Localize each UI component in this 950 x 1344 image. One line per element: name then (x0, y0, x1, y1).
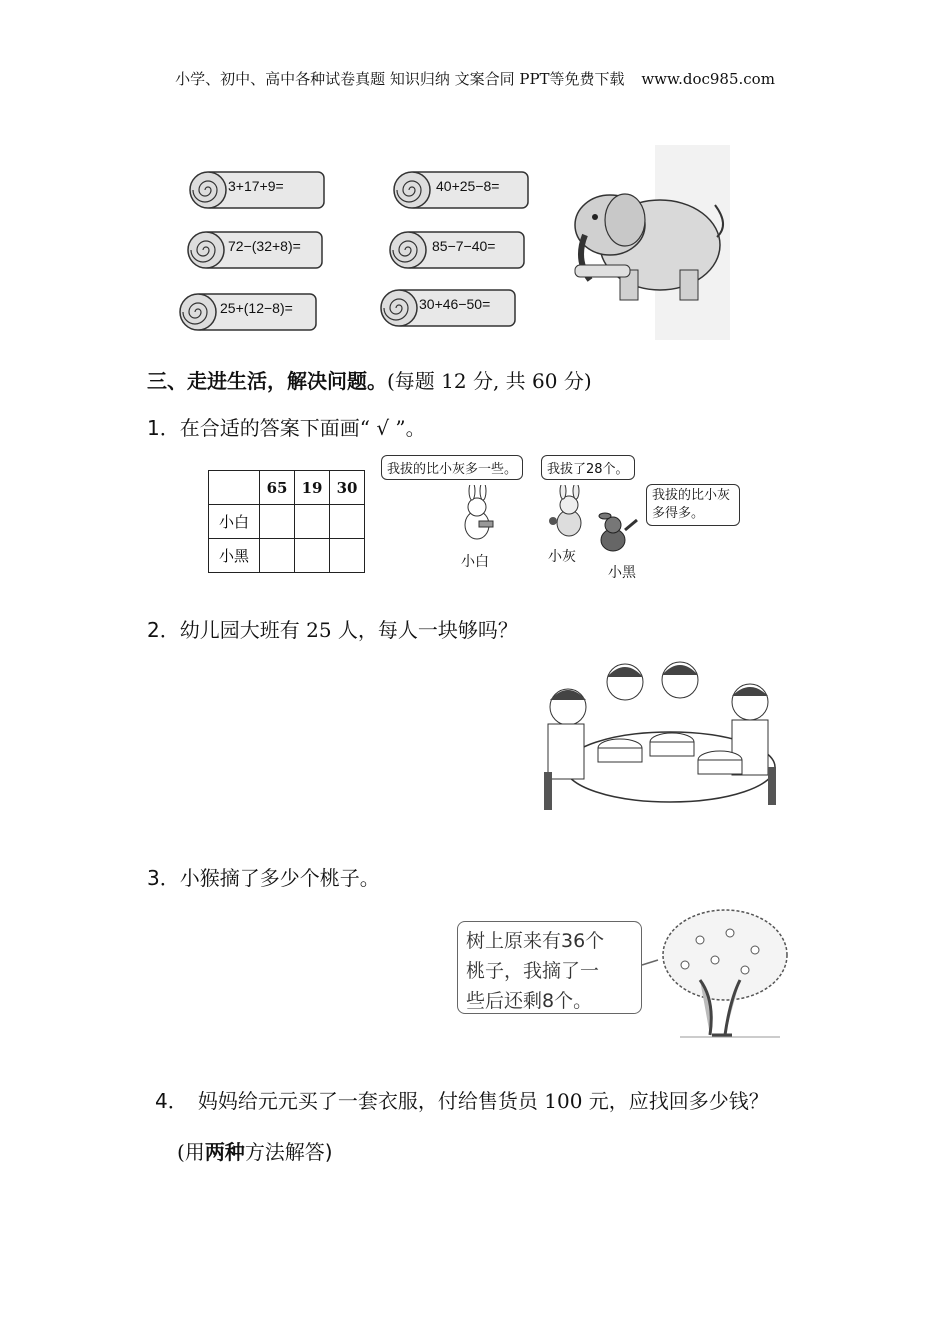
note-bold: 两种 (204, 1140, 245, 1164)
question-4-note (177, 1136, 333, 1165)
log-expression-2 (390, 168, 532, 213)
table-row-label-xiaobai: 小白 (209, 505, 260, 539)
note-close: 方法解答) (244, 1140, 333, 1164)
question-text: 幼儿园大班有 25 人，每人一块够吗？ (179, 618, 518, 642)
log-expression-6 (377, 286, 519, 331)
rabbit-xiaobai-icon (455, 485, 500, 545)
table-header-30: 30 (330, 471, 365, 505)
children-cake-illustration (540, 652, 785, 812)
question-1 (147, 412, 426, 441)
peach-tree-illustration (640, 905, 790, 1045)
elephant-illustration (565, 145, 735, 345)
speech-bubble-xiaohei: 我拔的比小灰多得多。 (646, 484, 740, 526)
answer-table (208, 470, 365, 573)
bubble-line-2: 桃子，我摘了一 (466, 960, 600, 982)
header-left-text: 小学、初中、高中各种试卷真题 知识归纳 文案合同 PPT等免费下载 (175, 70, 625, 88)
expression-text: 25+(12−8)= (220, 300, 293, 316)
bubble-line-1: 树上原来有36个 (466, 930, 605, 952)
question-number: 3． (147, 866, 180, 890)
table-corner-cell (209, 471, 260, 505)
bubble-line-3: 些后还剩8个。 (466, 990, 593, 1012)
speech-bubble-xiaohui: 我拔了28个。 (541, 455, 635, 480)
answer-cell[interactable] (295, 539, 330, 573)
expression-text: 30+46−50= (419, 296, 491, 312)
section-score: (每题 12 分, 共 60 分) (387, 369, 592, 393)
table-row-label-xiaohei: 小黑 (209, 539, 260, 573)
log-expression-3 (184, 228, 326, 273)
question-number: 4． (155, 1089, 188, 1113)
speech-bubble-xiaobai: 我拔的比小灰多一些。 (381, 455, 523, 480)
expression-text: 3+17+9= (228, 178, 284, 194)
question-number: 1． (147, 416, 180, 440)
table-header-65: 65 (260, 471, 295, 505)
monkey-speech-bubble (457, 921, 642, 1014)
expression-text: 40+25−8= (436, 178, 500, 194)
question-text: 在合适的答案下面画“ √ ”。 (179, 416, 426, 440)
name-xiaohui: 小灰 (548, 549, 576, 565)
answer-cell[interactable] (260, 505, 295, 539)
question-3 (147, 862, 380, 891)
section-title: 三、走进生活，解决问题。 (147, 369, 387, 393)
expression-text: 72−(32+8)= (228, 238, 301, 254)
answer-cell[interactable] (330, 539, 365, 573)
question-4 (155, 1085, 769, 1114)
question-number: 2． (147, 618, 180, 642)
page-header (0, 68, 950, 89)
answer-cell[interactable] (260, 539, 295, 573)
rabbit-xiaohei-icon (595, 510, 640, 555)
name-xiaobai: 小白 (461, 554, 489, 570)
question-2 (147, 614, 518, 643)
question-text: 小猴摘了多少个桃子。 (179, 866, 380, 890)
table-header-19: 19 (295, 471, 330, 505)
rabbit-xiaohui-icon (545, 485, 595, 540)
name-xiaohei: 小黑 (608, 565, 636, 581)
answer-cell[interactable] (295, 505, 330, 539)
note-open: (用 (177, 1140, 205, 1164)
question-text: 妈妈给元元买了一套衣服，付给售货员 100 元，应找回多少钱？ (197, 1089, 769, 1113)
section-3-heading (147, 365, 592, 394)
log-expression-5 (176, 290, 321, 335)
header-url: www.doc985.com (641, 70, 775, 88)
log-expression-4 (386, 228, 528, 273)
expression-text: 85−7−40= (432, 238, 496, 254)
answer-cell[interactable] (330, 505, 365, 539)
log-expression-1 (186, 168, 328, 213)
